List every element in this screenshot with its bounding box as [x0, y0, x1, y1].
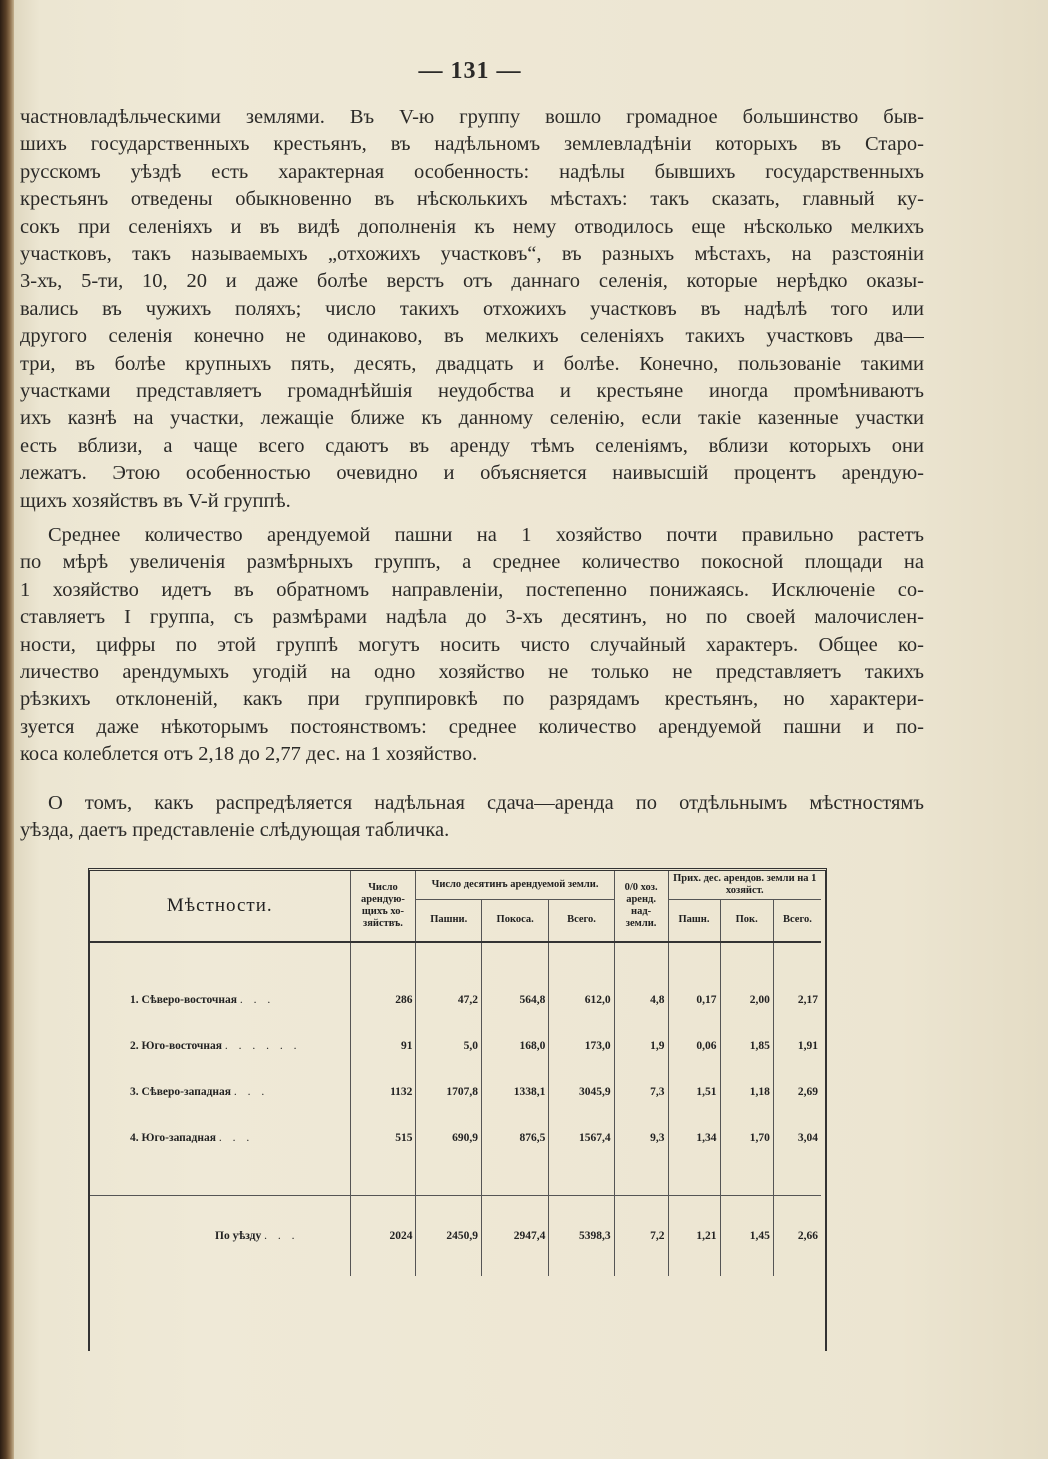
- header-desyatin-group: Число десятинъ арендуемой земли.: [416, 871, 614, 900]
- cell-count: 91: [350, 1023, 416, 1069]
- table-row: [90, 1023, 821, 1069]
- cell-per-pashn: 1,51: [668, 1069, 720, 1115]
- cell-percent: 4,8: [614, 977, 668, 1023]
- header-region: Мѣстности.: [90, 871, 350, 942]
- cell-per-pok: 1,18: [720, 1069, 773, 1115]
- cell-pokosa: 168,0: [481, 1023, 548, 1069]
- region-name: 1. Сѣверо-восточная . . .: [90, 977, 350, 1023]
- total-per-pok: 1,45: [720, 1195, 773, 1276]
- table-total-row: [90, 1195, 821, 1276]
- table-spacer-row: [90, 942, 821, 977]
- text-line: коса колеблется отъ 2,18 до 2,77 дес. на 1 хозяйство.: [20, 743, 478, 766]
- subheader-vsego-2: Всего.: [773, 900, 821, 942]
- text-line: другого селенія конечно не одинаково, въ мелкихъ селеніяхъ такихъ участковъ два—: [20, 325, 924, 348]
- subheader-pashni: Пашни.: [416, 900, 482, 942]
- paragraph-2: [20, 522, 924, 769]
- cell-per-pok: 2,00: [720, 977, 773, 1023]
- cell-vsego: 612,0: [549, 977, 614, 1023]
- cell-pokosa: 876,5: [481, 1115, 548, 1161]
- subheader-vsego: Всего.: [549, 900, 614, 942]
- cell-pokosa: 564,8: [481, 977, 548, 1023]
- text-line: рѣзкихъ отклоненій, какъ при группировкѣ по разрядамъ крестьянъ, но характери-: [20, 688, 924, 711]
- text-line: 1 хозяйство идетъ въ обратномъ направленіи, постепенно понижаясь. Исключеніе со-: [20, 578, 924, 601]
- text-line: Среднее количество арендуемой пашни на 1 хозяйство почти правильно растетъ: [48, 524, 924, 546]
- cell-count: 286: [350, 977, 416, 1023]
- text-line: есть вблизи, а чаще всего сдаютъ въ аренду тѣмъ селеніямъ, вблизи которыхъ они: [20, 434, 924, 457]
- cell-count: 1132: [350, 1069, 416, 1115]
- text-line: уѣзда, даетъ представленіе слѣдующая табличка.: [20, 819, 450, 842]
- table-row: [90, 1069, 821, 1115]
- text-line: частновладѣльческими землями. Въ V-ю группу вошло громадное большинство быв-: [20, 106, 924, 128]
- subheader-pashn: Пашн.: [668, 900, 720, 942]
- text-line: участковъ, такъ называемыхъ „отхожихъ участковъ“, въ разныхъ мѣстахъ, на разстояніи: [20, 243, 924, 266]
- cell-per-vsego: 1,91: [797, 1039, 818, 1052]
- cell-vsego: 173,0: [549, 1023, 614, 1069]
- rental-table-frame: [88, 868, 827, 1351]
- cell-vsego: 3045,9: [549, 1069, 614, 1115]
- total-vsego: 5398,3: [549, 1195, 614, 1276]
- text-line: участками представляетъ громаднѣйшія неудобства и крестьяне иногда промѣниваютъ: [20, 380, 924, 403]
- cell-pashni: 5,0: [416, 1023, 482, 1069]
- text-line: крестьянъ отведены обыкновенно въ нѣсколькихъ мѣстахъ: такъ сказать, главный ку-: [20, 188, 924, 211]
- text-line: шихъ государственныхъ крестьянъ, въ надѣльномъ землевладѣніи которыхъ въ Старо-: [20, 133, 924, 156]
- cell-per-vsego: 2,17: [797, 993, 818, 1006]
- cell-per-pashn: 0,17: [668, 977, 720, 1023]
- text-line: три, въ болѣе крупныхъ пять, десять, двадцать и болѣе. Конечно, пользованіе такими: [20, 352, 924, 375]
- subheader-pokosa: Покоса.: [481, 900, 548, 942]
- cell-pashni: 690,9: [416, 1115, 482, 1161]
- total-pokosa: 2947,4: [481, 1195, 548, 1276]
- cell-pashni: 1707,8: [416, 1069, 482, 1115]
- region-name: 3. Сѣверо-западная . . .: [90, 1069, 350, 1115]
- cell-pashni: 47,2: [416, 977, 482, 1023]
- cell-per-pok: 1,70: [720, 1115, 773, 1161]
- text-line: лежатъ. Этою особенностью очевидно и объясняется наивысшій процентъ арендую-: [20, 462, 924, 485]
- paragraph-1: [20, 104, 924, 515]
- text-line: вались въ чужихъ поляхъ; число такихъ отхожихъ участковъ въ надѣлѣ того или: [20, 297, 924, 320]
- cell-per-pashn: 0,06: [668, 1023, 720, 1069]
- subheader-pok: Пок.: [720, 900, 773, 942]
- cell-percent: 1,9: [614, 1023, 668, 1069]
- text-line: личество арендумыхъ угодій на одно хозяйство не только не представляетъ такихъ: [20, 661, 924, 684]
- book-spine-shadow: [0, 0, 14, 1459]
- total-name: По уѣзду . . .: [90, 1195, 350, 1276]
- table-row: [90, 977, 821, 1023]
- text-line: русскомъ уѣздѣ есть характерная особенность: надѣлы бывшихъ государственныхъ: [20, 160, 924, 183]
- text-line: О томъ, какъ распредѣляется надѣльная сдача—аренда по отдѣльнымъ мѣстностямъ: [48, 792, 924, 814]
- table-spacer-row: [90, 1161, 821, 1196]
- total-count: 2024: [350, 1195, 416, 1276]
- page-number: — 131 —: [418, 58, 522, 84]
- text-line: ихъ казнѣ на участки, лежащіе ближе къ данному селенію, если такіе казенные участки: [20, 407, 924, 430]
- total-percent: 7,2: [614, 1195, 668, 1276]
- text-line: по мѣрѣ увеличенія размѣрныхъ группъ, а среднее количество покосной площади на: [20, 551, 924, 574]
- total-per-vsego: 2,66: [773, 1195, 821, 1276]
- text-line: ности, цифры по этой группѣ могутъ носить чисто случайный характеръ. Общее ко-: [20, 633, 924, 656]
- text-line: зуется даже нѣкоторымъ постоянствомъ: среднее количество арендуемой пашни и по-: [20, 715, 924, 738]
- cell-per-pashn: 1,34: [668, 1115, 720, 1161]
- total-pashni: 2450,9: [416, 1195, 482, 1276]
- table-row: [90, 1115, 821, 1161]
- header-per-household-group: Прих. дес. арендов. земли на 1 хозяйст.: [673, 873, 817, 896]
- text-line: сокъ при селеніяхъ и въ видѣ дополненія къ нему отводилось еще нѣсколько мелкихъ: [20, 215, 924, 238]
- text-line: щихъ хозяйствъ въ V-й группѣ.: [20, 489, 291, 512]
- cell-percent: 9,3: [614, 1115, 668, 1161]
- text-line: 3-хъ, 5-ти, 10, 20 и даже болѣе верстъ отъ даннаго селенія, которые нерѣдко оказы-: [20, 270, 924, 293]
- text-line: ставляетъ I группа, съ размѣрами надѣла до 3-хъ десятинъ, но по своей малочислен-: [20, 606, 924, 629]
- total-per-pashn: 1,21: [668, 1195, 720, 1276]
- cell-vsego: 1567,4: [549, 1115, 614, 1161]
- header-percent: 0/0 хоз. аренд. над-земли.: [614, 871, 668, 942]
- paragraph-3: [20, 790, 924, 845]
- header-count: Число арендую-щихъ хо-зяйствъ.: [350, 871, 416, 942]
- cell-per-vsego: 2,69: [797, 1085, 818, 1098]
- cell-per-vsego: 3,04: [797, 1131, 818, 1144]
- region-name: 4. Юго-западная . . .: [90, 1115, 350, 1161]
- cell-count: 515: [350, 1115, 416, 1161]
- region-name: 2. Юго-восточная . . . . . .: [90, 1023, 350, 1069]
- cell-per-pok: 1,85: [720, 1023, 773, 1069]
- cell-percent: 7,3: [614, 1069, 668, 1115]
- cell-pokosa: 1338,1: [481, 1069, 548, 1115]
- rental-table: [90, 871, 821, 1276]
